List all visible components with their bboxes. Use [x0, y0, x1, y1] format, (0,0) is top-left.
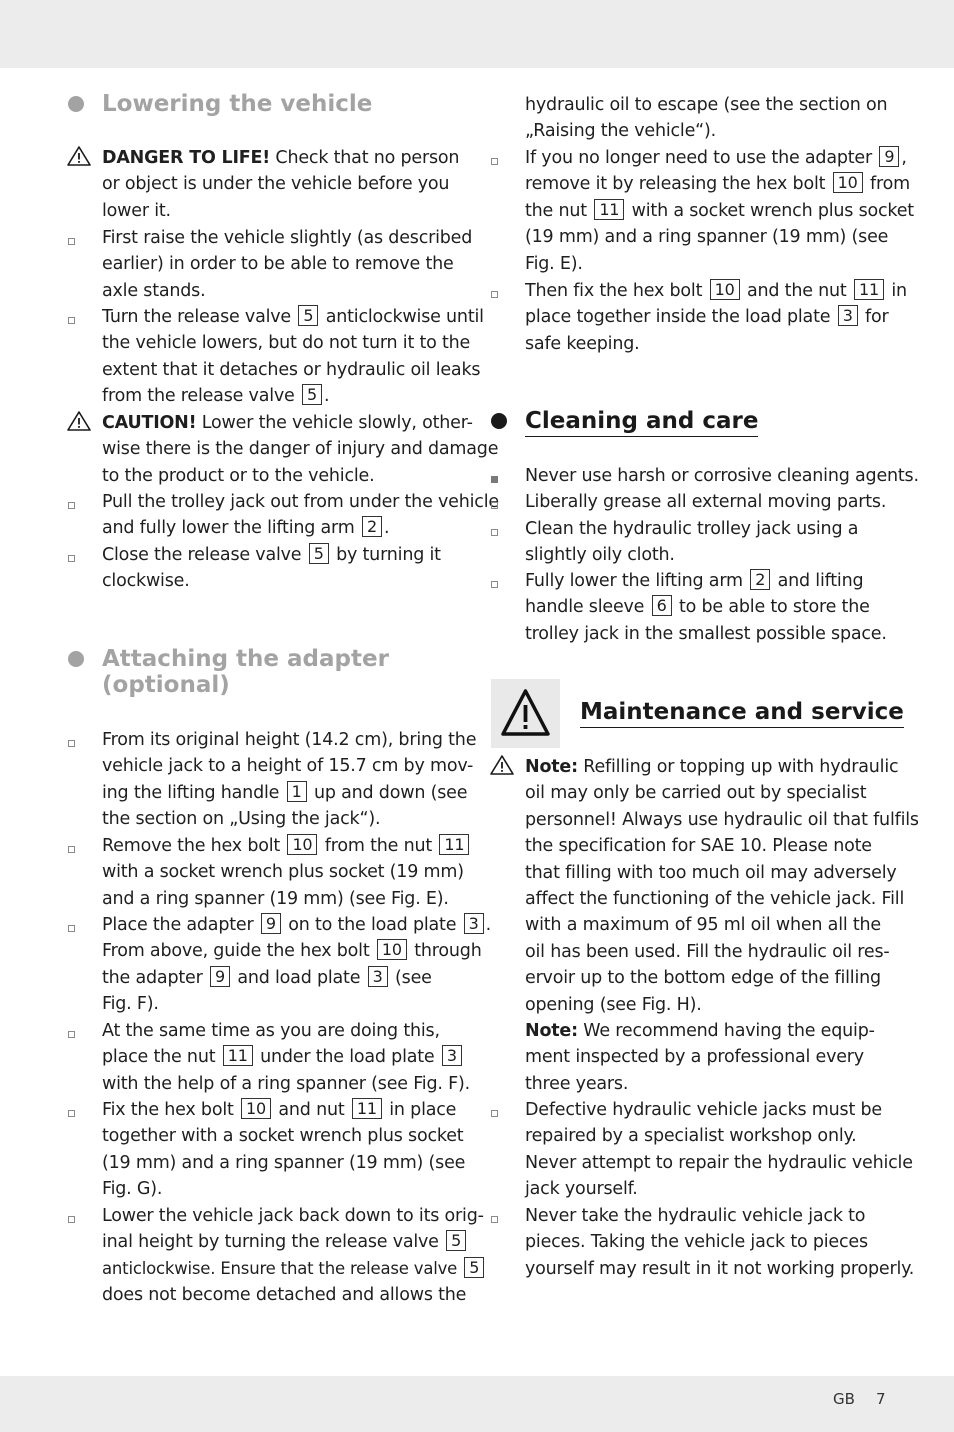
part-number-ref: 5 [446, 1230, 466, 1251]
text-span: up and down (see [313, 782, 468, 803]
part-number-ref: 3 [442, 1045, 462, 1066]
part-number-ref: 10 [710, 279, 740, 300]
part-number-ref: 2 [362, 516, 382, 537]
text-span: by turning it [336, 545, 441, 565]
part-number-ref: 11 [594, 199, 624, 220]
danger-warning-text [102, 145, 459, 224]
section-bullet-dot [491, 413, 507, 429]
text-span: for [865, 307, 889, 328]
punctuation: . [323, 386, 330, 407]
text-span: the adapter [102, 967, 203, 988]
text-line: Fig. E). [525, 253, 583, 274]
text-line: oil has been used. Fill the hydraulic oil res- [525, 941, 890, 962]
heading-line: (optional) [102, 672, 230, 698]
part-number-ref: 10 [833, 172, 863, 193]
list-item [525, 1097, 913, 1203]
part-number-ref: 11 [223, 1045, 253, 1066]
text-line: ment inspected by a professional every [525, 1047, 864, 1068]
text-line: lower it. [102, 200, 171, 221]
page-number: 7 [876, 1390, 886, 1408]
part-number-ref: 10 [241, 1098, 271, 1119]
list-item [102, 727, 476, 833]
list-item [525, 463, 919, 489]
text-line: and a ring spanner (19 mm) (see Fig. E). [102, 888, 449, 909]
text-line: Pull the trolley jack out from under the vehicle [102, 492, 499, 512]
list-item [525, 1203, 914, 1282]
text-line: jack yourself. [525, 1179, 638, 1200]
text-line: that filling with too much oil may adversely [525, 862, 897, 883]
text-line: or object is under the vehicle before you [102, 174, 450, 195]
text-span: If you no longer need to use the adapter [525, 148, 872, 168]
part-number-ref: 9 [879, 146, 899, 167]
text-line: clockwise. [102, 571, 190, 592]
list-item [102, 489, 499, 542]
continued-text [525, 92, 887, 145]
list-bullet [491, 502, 498, 509]
text-span: inal height by turning the release valve [102, 1232, 439, 1253]
list-bullet [68, 238, 75, 245]
text-line: extent that it detaches or hydraulic oil leaks [102, 359, 481, 380]
heading-line: Attaching the adapter [102, 646, 389, 672]
text-line: earlier) in order to be able to remove the [102, 254, 454, 275]
text-line: slightly oily cloth. [525, 545, 675, 566]
text-span: Fix the hex bolt [102, 1100, 234, 1120]
text-line: the vehicle lowers, but do not turn it to the [102, 333, 471, 354]
text-span: (see [395, 967, 432, 988]
text-line: At the same time as you are doing this, [102, 1021, 440, 1041]
text-line: together with a socket wrench plus socket [102, 1126, 464, 1147]
heading-text: Maintenance and service [580, 699, 904, 728]
warning-icon [67, 411, 91, 431]
section-bullet-dot [68, 96, 84, 112]
text-line: Fig. F). [102, 994, 159, 1015]
text-span: and the nut [746, 281, 847, 301]
part-number-ref: 5 [302, 384, 322, 405]
punctuation: . [485, 915, 491, 935]
text-line: Never take the hydraulic vehicle jack to [525, 1206, 866, 1226]
text-line: pieces. Taking the vehicle jack to pieces [525, 1232, 868, 1253]
text-span: From above, guide the hex bolt [102, 941, 370, 962]
text-span: and fully lower the lifting arm [102, 518, 355, 539]
text-line: with a socket wrench plus socket (19 mm) [102, 862, 464, 883]
maintenance-note [525, 754, 919, 1097]
list-bullet [491, 476, 498, 483]
text-line: First raise the vehicle slightly (as described [102, 228, 473, 248]
list-bullet [68, 846, 75, 853]
text-span: Place the adapter [102, 915, 254, 935]
punctuation: . [383, 518, 390, 539]
list-item [102, 542, 441, 595]
caution-warning-text [102, 410, 498, 489]
list-bullet [491, 529, 498, 536]
text-line: Check that no person [270, 148, 460, 168]
text-line: three years. [525, 1073, 629, 1094]
part-number-ref: 5 [309, 543, 329, 564]
part-number-ref: 6 [652, 595, 672, 616]
part-number-ref: 11 [439, 834, 469, 855]
text-line: Defective hydraulic vehicle jacks must be [525, 1100, 882, 1120]
text-line: Lower the vehicle slowly, other- [196, 413, 473, 433]
part-number-ref: 3 [838, 305, 858, 326]
text-span: ing the lifting handle [102, 782, 280, 803]
part-number-ref: 5 [298, 305, 318, 326]
section-bullet-dot [68, 651, 84, 667]
list-bullet [68, 317, 75, 324]
footer-region: GB [833, 1390, 855, 1408]
text-span: on to the load plate [288, 915, 457, 935]
list-item [102, 833, 471, 912]
note-label: Note: [525, 757, 578, 777]
list-bullet [68, 502, 75, 509]
list-bullet [491, 581, 498, 588]
text-span: anticlockwise. Ensure that the release valve [102, 1258, 458, 1278]
text-span: from the nut [324, 836, 433, 856]
text-span: from [870, 174, 910, 195]
text-span: under the load plate [260, 1047, 435, 1068]
text-line: does not become detached and allows the [102, 1285, 467, 1306]
text-line: Fig. G). [102, 1179, 163, 1200]
list-item [525, 145, 914, 277]
list-item [102, 304, 484, 410]
list-item [525, 489, 886, 515]
part-number-ref: 9 [261, 913, 281, 934]
list-bullet [68, 555, 75, 562]
section-heading-lowering: Lowering the vehicle [102, 91, 373, 117]
list-item [525, 516, 858, 569]
text-line: (19 mm) and a ring spanner (19 mm) (see [102, 1152, 466, 1173]
part-number-ref: 2 [750, 569, 770, 590]
warning-icon [490, 755, 514, 775]
text-span: from the release valve [102, 386, 295, 407]
text-line: affect the functioning of the vehicle jack. Fill [525, 888, 905, 909]
list-bullet [68, 1031, 75, 1038]
list-bullet [68, 1110, 75, 1117]
part-number-ref: 11 [352, 1098, 382, 1119]
text-line: Clean the hydraulic trolley jack using a [525, 519, 859, 539]
part-number-ref: 10 [377, 939, 407, 960]
text-span: place the nut [102, 1047, 216, 1068]
list-bullet [491, 291, 498, 298]
section-heading-maintenance [580, 699, 904, 725]
text-line: hydraulic oil to escape (see the section on [525, 95, 888, 115]
text-span: remove it by releasing the hex bolt [525, 174, 826, 195]
list-item [102, 1203, 486, 1309]
part-number-ref: 11 [854, 279, 884, 300]
text-span: in place [389, 1100, 457, 1120]
text-line: axle stands. [102, 280, 206, 301]
danger-label: DANGER TO LIFE! [102, 148, 271, 168]
warning-icon [491, 679, 560, 748]
header-band [0, 0, 954, 68]
text-line: ervoir up to the bottom edge of the filling [525, 968, 881, 989]
text-line: Never use harsh or corrosive cleaning agents. [525, 466, 919, 486]
text-span: Fully lower the lifting arm [525, 571, 743, 591]
part-number-ref: 3 [368, 966, 388, 987]
part-number-ref: 3 [464, 913, 484, 934]
list-bullet [491, 158, 498, 165]
list-bullet [491, 1110, 498, 1117]
text-line: trolley jack in the smallest possible space. [525, 623, 887, 644]
heading-text: Cleaning and care [525, 408, 758, 437]
text-span: Remove the hex bolt [102, 836, 281, 856]
text-line: Lower the vehicle jack back down to its orig- [102, 1206, 484, 1226]
part-number-ref: 5 [464, 1257, 484, 1278]
part-number-ref: 1 [287, 781, 307, 802]
text-span: Close the release valve [102, 545, 302, 565]
list-item [102, 912, 491, 1018]
part-number-ref: 10 [287, 834, 317, 855]
text-span: through [414, 941, 482, 962]
text-line: the section on „Using the jack“). [102, 809, 381, 830]
list-item [102, 1018, 470, 1097]
text-line: with the help of a ring spanner (see Fig. F). [102, 1073, 470, 1094]
text-line: From its original height (14.2 cm), bring the [102, 730, 477, 750]
text-span: Refilling or topping up with hydraulic [577, 757, 899, 777]
text-span: and load plate [237, 967, 361, 988]
list-bullet [491, 1216, 498, 1223]
text-line: repaired by a specialist workshop only. [525, 1126, 857, 1147]
text-span: Turn the release valve [102, 307, 291, 327]
text-line: „Raising the vehicle“). [525, 121, 717, 142]
text-line: Liberally grease all external moving parts. [525, 492, 887, 512]
text-line: with a maximum of 95 ml oil when all the [525, 915, 881, 936]
list-item [525, 568, 887, 647]
text-span: to be able to store the [678, 597, 870, 618]
list-bullet [68, 925, 75, 932]
text-span: anticlockwise until [325, 307, 484, 327]
part-number-ref: 9 [210, 966, 230, 987]
punctuation: , [901, 148, 907, 168]
text-span: and nut [278, 1100, 345, 1120]
text-span: place together inside the load plate [525, 307, 831, 328]
list-item [102, 1097, 465, 1203]
text-line: wise there is the danger of injury and damage [102, 439, 499, 460]
text-line: opening (see Fig. H). [525, 994, 702, 1015]
caution-label: CAUTION! [102, 413, 197, 433]
list-bullet [68, 740, 75, 747]
text-line: safe keeping. [525, 333, 640, 354]
text-line: (19 mm) and a ring spanner (19 mm) (see [525, 227, 889, 248]
text-span: the nut [525, 200, 587, 221]
text-span: handle sleeve [525, 597, 645, 618]
list-bullet [68, 1216, 75, 1223]
text-line: Never attempt to repair the hydraulic vehicle [525, 1152, 913, 1173]
text-span: Then fix the hex bolt [525, 281, 703, 301]
text-line: the specification for SAE 10. Please note [525, 836, 872, 857]
section-heading-cleaning [525, 408, 758, 434]
note-label: Note: [525, 1020, 578, 1041]
footer-band [0, 1376, 954, 1432]
maintenance-warning-box [491, 679, 560, 748]
text-span: with a socket wrench plus socket [631, 200, 914, 221]
text-line: oil may only be carried out by specialist [525, 783, 867, 804]
text-span: and lifting [777, 571, 864, 591]
list-item [525, 278, 907, 357]
text-span: in [891, 281, 907, 301]
text-line: vehicle jack to a height of 15.7 cm by mov- [102, 756, 474, 777]
text-span: We recommend having the equip- [577, 1020, 875, 1041]
text-line: to the product or to the vehicle. [102, 465, 375, 486]
warning-icon [67, 146, 91, 166]
list-item [102, 225, 472, 304]
section-heading-adapter [102, 646, 389, 698]
text-line: personnel! Always use hydraulic oil that fulfils [525, 809, 919, 830]
text-line: yourself may result in it not working properly. [525, 1258, 915, 1279]
